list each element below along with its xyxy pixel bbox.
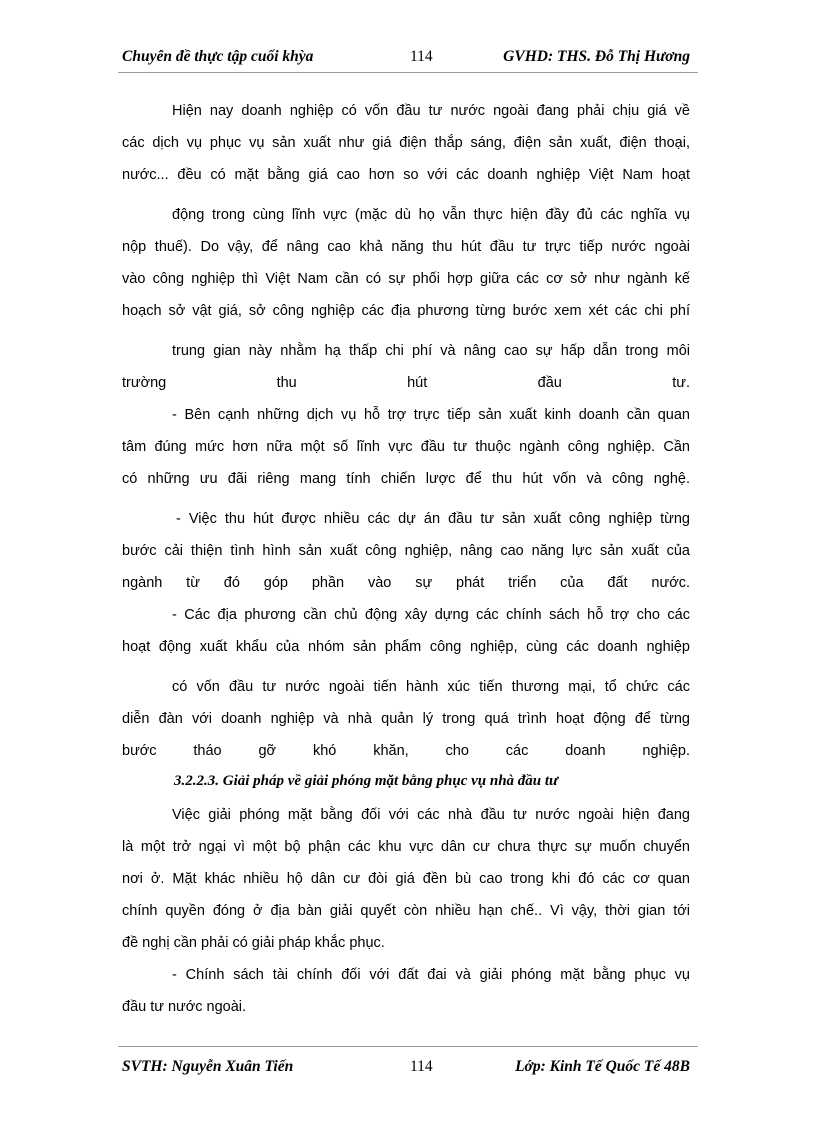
body-line: các dịch vụ phục vụ sản xuất như giá điện thắp sáng, điện sản xuất, điện thoại, — [122, 135, 690, 151]
body-line: trường thu hút đầu tư. — [122, 375, 690, 391]
body-line: Hiện nay doanh nghiệp có vốn đầu tư nước ngoài đang phải chịu giá về — [172, 103, 690, 119]
body-line: động trong cùng lĩnh vực (mặc dù họ vẫn thực hiện đầy đủ các nghĩa vụ — [172, 207, 690, 223]
page-footer — [122, 1058, 690, 1080]
header-supervisor: GVHD: THS. Đỗ Thị Hương — [503, 48, 690, 65]
header-topic: Chuyên đề thực tập cuối khỳa — [122, 48, 314, 65]
body-line: nơi ở. Mặt khác nhiều hộ dân cư đòi giá đền bù cao trong khi đó các cơ quan — [122, 871, 690, 887]
body-line: bước tháo gỡ khó khăn, cho các doanh nghiệp. — [122, 743, 690, 759]
body-line: hoạt động xuất khẩu của nhóm sản phẩm công nghiệp, cùng các doanh nghiệp — [122, 639, 690, 655]
section-heading: 3.2.2.3. Giải pháp về giải phóng mặt bằng phục vụ nhà đầu tư — [174, 773, 559, 789]
body-line: Việc giải phóng mặt bằng đối với các nhà đầu tư nước ngoài hiện đang — [172, 807, 690, 823]
body-line: - Việc thu hút được nhiều các dự án đầu tư sản xuất công nghiệp từng — [176, 511, 690, 527]
body-line: bước cải thiện tình hình sản xuất công nghiệp, nâng cao năng lực sản xuất của — [122, 543, 690, 559]
header-page-number: 114 — [410, 48, 433, 65]
body-line: chính quyền đóng ở địa bàn giải quyết còn nhiều hạn chế.. Vì vậy, thời gian tới — [122, 903, 690, 919]
footer-rule — [118, 1046, 698, 1047]
body-line: hoạch sở vật giá, sở công nghiệp các địa phương từng bước xem xét các chi phí — [122, 303, 690, 319]
page-header — [122, 48, 690, 70]
body-line: nộp thuế). Do vậy, để nâng cao khả năng thu hút đầu tư trực tiếp nước ngoài — [122, 239, 690, 255]
body-line: diễn đàn với doanh nghiệp và nhà quản lý trong quá trình hoạt động để từng — [122, 711, 690, 727]
body-line: có những ưu đãi riêng mang tính chiến lược để thu hút vốn và công nghệ. — [122, 471, 690, 487]
body-line: - Bên cạnh những dịch vụ hỗ trợ trực tiếp sản xuất kinh doanh cần quan — [172, 407, 690, 423]
header-rule — [118, 72, 698, 73]
body-line: trung gian này nhằm hạ thấp chi phí và nâng cao sự hấp dẫn trong môi — [172, 343, 690, 359]
footer-page-number: 114 — [410, 1058, 433, 1075]
body-line: - Các địa phương cần chủ động xây dựng các chính sách hỗ trợ cho các — [172, 607, 690, 623]
body-line: vào công nghiệp thì Việt Nam cần có sự phối hợp giữa các cơ sở như ngành kế — [122, 271, 690, 287]
body-line: là một trở ngại vì một bộ phận các khu vực dân cư chưa thực sự muốn chuyển — [122, 839, 690, 855]
footer-student: SVTH: Nguyễn Xuân Tiến — [122, 1058, 294, 1075]
body-line: đầu tư nước ngoài. — [122, 999, 247, 1015]
body-line: - Chính sách tài chính đối với đất đai và giải phóng mặt bằng phục vụ — [172, 967, 690, 983]
body-line: có vốn đầu tư nước ngoài tiến hành xúc tiến thương mại, tổ chức các — [172, 679, 690, 695]
body-line: ngành từ đó góp phần vào sự phát triển của đất nước. — [122, 575, 690, 591]
footer-class: Lớp: Kinh Tế Quốc Tế 48B — [515, 1058, 690, 1075]
body-line: đề nghị cần phải có giải pháp khắc phục. — [122, 935, 385, 951]
body-line: nước... đều có mặt bằng giá cao hơn so với các doanh nghiệp Việt Nam hoạt — [122, 167, 690, 183]
body-line: tâm đúng mức hơn nữa một số lĩnh vực đầu tư thuộc ngành công nghiệp. Cần — [122, 439, 690, 455]
